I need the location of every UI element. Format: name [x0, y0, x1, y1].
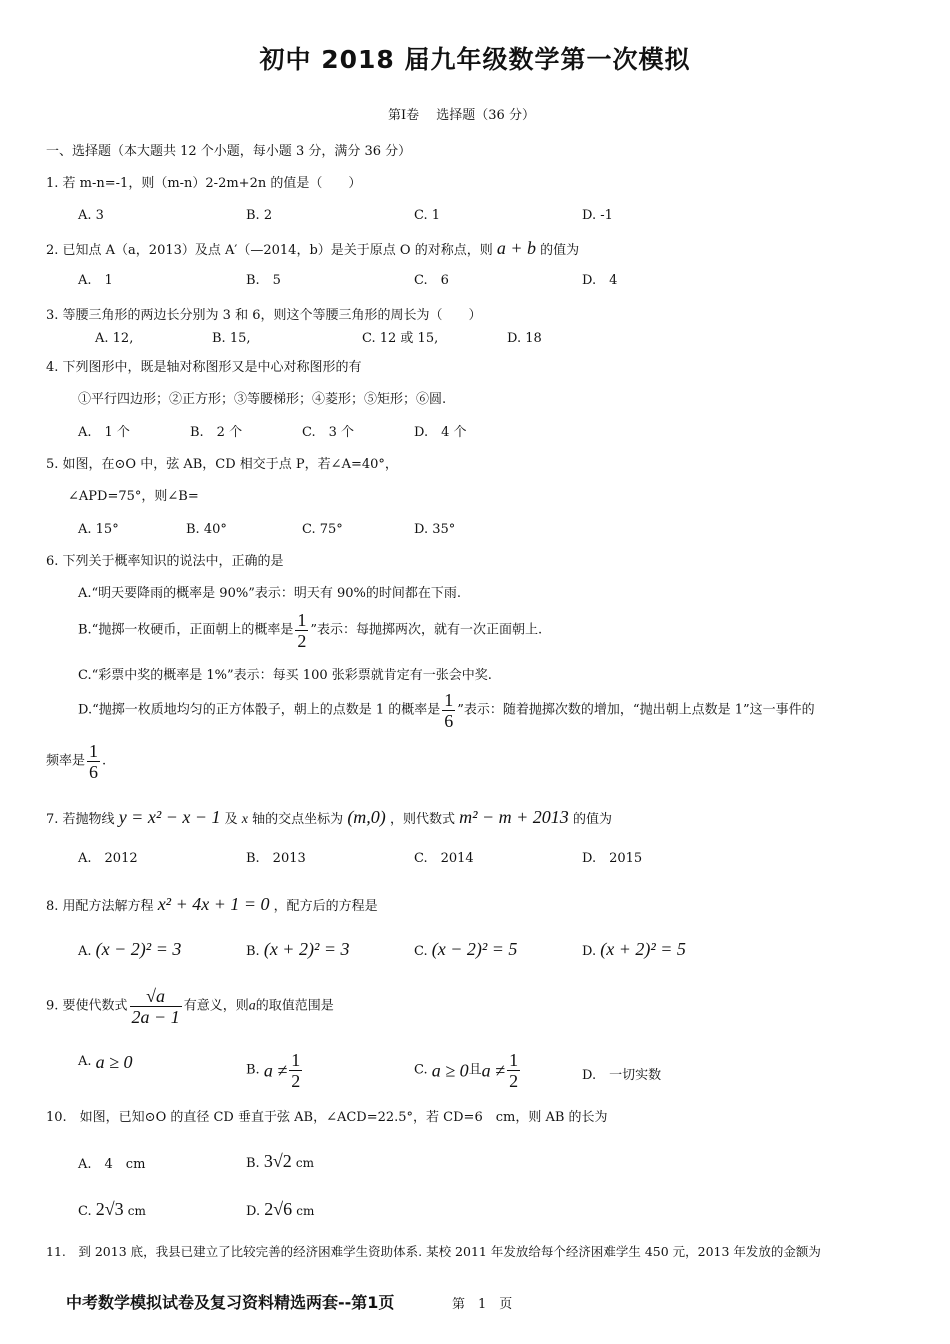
q7-point: (m,0) [347, 807, 386, 827]
q1-option-b: B. 2 [246, 208, 273, 223]
q8-b-expr: (x + 2)² = 3 [263, 939, 350, 959]
q8-option-c [414, 938, 517, 963]
q9-option-a [78, 1050, 133, 1075]
frac-den: 2a − 1 [131, 1007, 180, 1027]
option-label: A. [78, 1054, 92, 1069]
q9-c-and: 且 [468, 1062, 482, 1078]
q6-option-a: A.“明天要降雨的概率是 90%”表示：明天有 90%的时间都在下雨. [78, 586, 461, 601]
q8-a-expr: (x − 2)² = 3 [95, 939, 182, 959]
q2-option-b: B. 5 [246, 273, 281, 288]
page-title: 初中 2018 届九年级数学第一次模拟 [259, 45, 691, 74]
option-label: D. [582, 944, 597, 959]
frac-den: 2 [509, 1071, 519, 1091]
option-label: A. [78, 944, 92, 959]
q4-option-c: C. 3 个 [302, 425, 355, 440]
frac-den: 6 [89, 762, 99, 782]
q7-mid: 及 [224, 812, 238, 827]
q7-option-a: A. 2012 [78, 851, 138, 866]
q7-eq: y = x² − x − 1 [118, 807, 221, 827]
frac-den: 2 [291, 1071, 301, 1091]
q9-mid: 有意义，则 [183, 998, 249, 1014]
q4-option-d: D. 4 个 [414, 425, 467, 440]
q1-option-a: A. 3 [78, 208, 104, 223]
q6-b-pre: B.“抛掷一枚硬币，正面朝上的概率是 [78, 622, 294, 638]
q6-d-pre: D.“抛掷一枚质地均匀的正方体骰子，朝上的点数是 1 的概率是 [78, 702, 441, 718]
q5-stem-2: ∠APD=75°，则∠B= [68, 489, 199, 504]
q6-period: . [102, 753, 107, 769]
q7-tail: 的值为 [572, 812, 612, 827]
q8-option-a [78, 938, 181, 963]
q9-a-expr: a ≥ 0 [95, 1052, 133, 1072]
q10-option-d [246, 1198, 314, 1223]
q9-fraction [130, 986, 182, 1027]
part-heading: 一、选择题（本大题共 12 个小题，每小题 3 分，满分 36 分） [46, 144, 412, 159]
q7-stem [46, 806, 612, 831]
q5-option-b: B. 40° [186, 522, 227, 537]
q7-pre: 7. 若抛物线 [46, 812, 115, 827]
q8-c-expr: (x − 2)² = 5 [431, 939, 518, 959]
frac-num: 1 [444, 690, 454, 710]
q6-option-c: C.“彩票中奖的概率是 1%”表示：每买 100 张彩票就肯定有一张会中奖. [78, 668, 492, 683]
q1-stem: 1. 若 m-n=-1，则（m-n）2-2m+2n 的值是（ ） [46, 176, 362, 191]
unit: cm [296, 1204, 315, 1218]
q4-option-a: A. 1 个 [78, 425, 130, 440]
q6-option-d [78, 690, 815, 731]
q1-option-c: C. 1 [414, 208, 441, 223]
q5-stem: 5. 如图，在⊙O 中，弦 AB，CD 相交于点 P，若∠A=40°， [46, 457, 398, 472]
option-label: D. [246, 1204, 261, 1219]
q7-option-c: C. 2014 [414, 851, 474, 866]
q9-tail: 的取值范围是 [255, 998, 334, 1014]
page-number: 第 1 页 [452, 1297, 513, 1312]
q8-tail: ，配方后的方程是 [273, 899, 378, 914]
q7-x: x [241, 812, 249, 827]
unit: cm [295, 1156, 314, 1170]
q3-option-a: A. 12, [95, 331, 134, 346]
option-label: B. [246, 1156, 260, 1171]
q4-option-b: B. 2 个 [190, 425, 243, 440]
q7-mid3: ，则代数式 [389, 812, 455, 827]
q9-b-expr: a ≠ [263, 1060, 288, 1081]
frac-num: 1 [291, 1050, 301, 1070]
frac-num: 1 [297, 610, 307, 630]
q10-c-expr: 2√3 [95, 1199, 124, 1219]
q5-option-d: D. 35° [414, 522, 456, 537]
q3-stem: 3. 等腰三角形的两边长分别为 3 和 6，则这个等腰三角形的周长为（ ） [46, 308, 482, 323]
fraction-sixth-2 [87, 741, 100, 782]
fraction-half [507, 1050, 520, 1091]
fraction-sixth [442, 690, 455, 731]
q6-d-post: ”表示：随着抛掷次数的增加，“抛出朝上点数是 1”这一事件的 [457, 702, 815, 718]
q1-option-d: D. -1 [582, 208, 613, 223]
q4-stem: 4. 下列图形中，既是轴对称图形又是中心对称图形的有 [46, 360, 362, 375]
frac-num: 1 [509, 1050, 519, 1070]
fraction-half [289, 1050, 302, 1091]
option-label: B. [246, 1062, 260, 1078]
q9-option-d: D. 一切实数 [582, 1068, 662, 1083]
q7-mid2: 轴的交点坐标为 [252, 812, 344, 827]
q8-option-d [582, 938, 686, 963]
q7-option-b: B. 2013 [246, 851, 306, 866]
q10-option-c [78, 1198, 146, 1223]
q3-option-b: B. 15, [212, 331, 251, 346]
q8-stem [46, 893, 378, 918]
q6-stem: 6. 下列关于概率知识的说法中，正确的是 [46, 554, 284, 569]
q9-pre: 9. 要使代数式 [46, 998, 128, 1014]
q10-option-b [246, 1150, 314, 1175]
q6-b-post: ”表示：每抛掷两次，就有一次正面朝上. [310, 622, 543, 638]
q2-tail: 的值为 [540, 243, 580, 258]
frac-num: √a [130, 986, 182, 1007]
q8-eq: x² + 4x + 1 = 0 [157, 894, 270, 914]
frac-num: 1 [89, 741, 99, 761]
q9-c-expr2: a ≠ [481, 1060, 506, 1081]
footer-title: 中考数学模拟试卷及复习资料精选两套--第1页 [66, 1293, 395, 1312]
q9-option-b [246, 1050, 304, 1091]
q9-stem [46, 986, 334, 1027]
q2-option-d: D. 4 [582, 273, 618, 288]
q10-b-expr: 3√2 [263, 1151, 292, 1171]
option-label: C. [78, 1204, 92, 1219]
q9-option-c [414, 1050, 522, 1091]
frac-den: 6 [444, 711, 454, 731]
q9-var: a [248, 998, 256, 1014]
q8-d-expr: (x + 2)² = 5 [600, 939, 686, 959]
q6-option-d-line2 [46, 741, 106, 782]
q8-option-b [246, 938, 350, 963]
q6-option-b [78, 610, 542, 651]
q9-c-expr1: a ≥ 0 [431, 1060, 469, 1081]
q11-stem: 11. 到 2013 底，我县已建立了比较完善的经济困难学生资助体系. 某校 2011 年发放给每个经济困难学生 450 元，2013 年发放的金额为 [46, 1244, 821, 1259]
q3-option-c: C. 12 或 15, [362, 331, 439, 346]
fraction-half [295, 610, 308, 651]
option-label: B. [246, 944, 260, 959]
q10-stem: 10. 如图，已知⊙O 的直径 CD 垂直于弦 AB，∠ACD=22.5°，若 CD=6 cm，则 AB 的长为 [46, 1110, 608, 1125]
q7-option-d: D. 2015 [582, 851, 643, 866]
q10-option-a: A. 4 cm [78, 1157, 146, 1172]
unit: cm [127, 1204, 146, 1218]
q8-pre: 8. 用配方法解方程 [46, 899, 154, 914]
q3-option-d: D. 18 [507, 331, 542, 346]
q2-stem [46, 240, 579, 259]
q4-list: ①平行四边形；②正方形；③等腰梯形；④菱形；⑤矩形；⑥圆. [78, 392, 447, 407]
q5-option-c: C. 75° [302, 522, 343, 537]
q5-option-a: A. 15° [78, 522, 119, 537]
option-label: C. [414, 1062, 428, 1078]
q2-option-a: A. 1 [78, 273, 113, 288]
q6-d-line2-text: 频率是 [46, 753, 86, 769]
q10-d-expr: 2√6 [264, 1199, 293, 1219]
q2-expr: a + b [496, 238, 536, 258]
q2-text: 2. 已知点 A（a，2013）及点 A′（—2014，b）是关于原点 O 的对称点，则 [46, 243, 493, 258]
option-label: C. [414, 944, 428, 959]
frac-den: 2 [297, 631, 307, 651]
q7-expr: m² − m + 2013 [459, 807, 569, 827]
q2-option-c: C. 6 [414, 273, 449, 288]
section-header: 第Ⅰ卷 选择题（36 分） [388, 108, 535, 123]
